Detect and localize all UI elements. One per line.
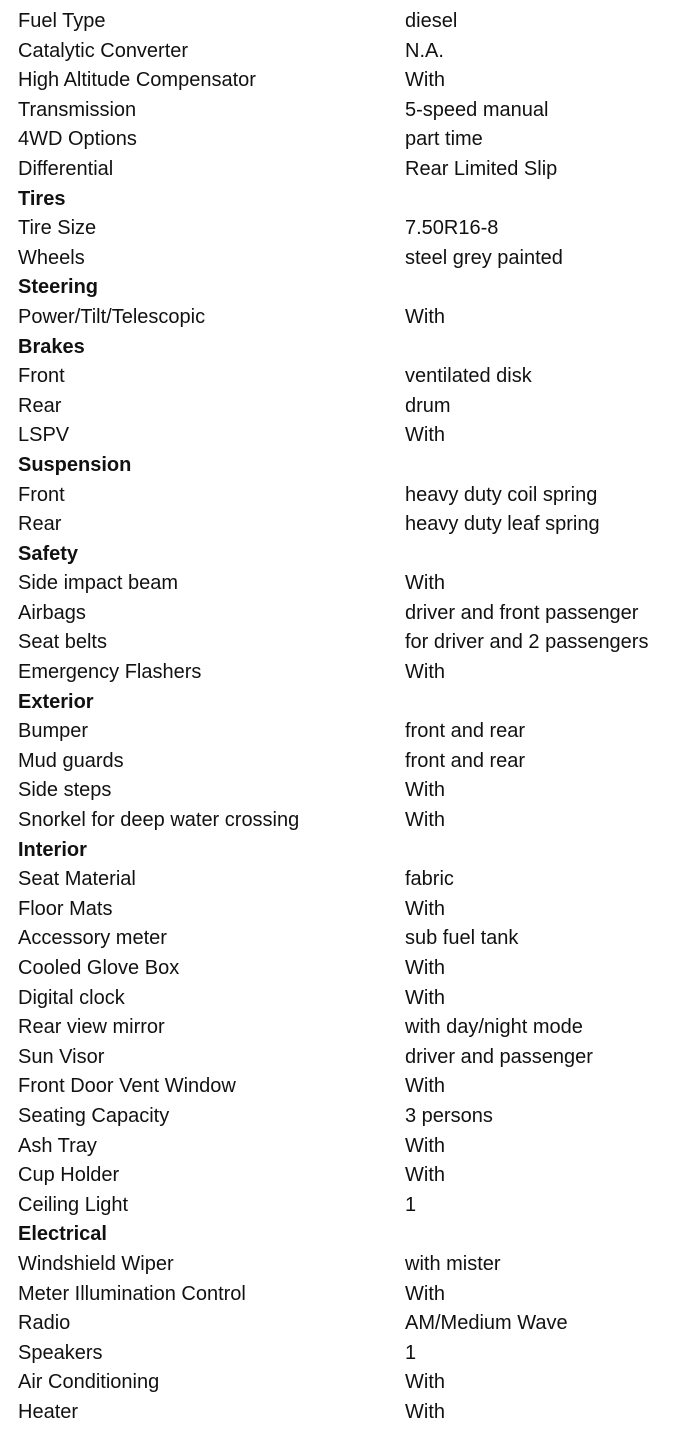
spec-value: diesel xyxy=(405,10,458,32)
spec-value: N.A. xyxy=(405,39,444,62)
spec-label: Cooled Glove Box xyxy=(18,957,180,979)
spec-row xyxy=(0,392,680,422)
spec-label: Fuel Type xyxy=(18,10,106,32)
spec-row xyxy=(0,244,680,274)
section-heading xyxy=(0,333,680,363)
spec-value: front and rear xyxy=(405,749,526,772)
section-title: Steering xyxy=(18,276,99,299)
spec-row xyxy=(0,1339,680,1369)
spec-row xyxy=(0,96,680,126)
spec-value: front and rear xyxy=(405,720,526,743)
spec-value: With xyxy=(405,69,445,92)
spec-label: Sun Visor xyxy=(18,1045,105,1068)
spec-row xyxy=(0,865,680,895)
spec-row xyxy=(0,7,680,37)
spec-row xyxy=(0,599,680,629)
spec-value: fabric xyxy=(405,868,454,891)
spec-label: Wheels xyxy=(18,246,85,269)
spec-value: driver and passenger xyxy=(405,1045,593,1068)
spec-label: Power/Tilt/Telescopic xyxy=(18,305,206,328)
spec-value: With xyxy=(405,1282,445,1305)
spec-label: Rear xyxy=(18,513,62,536)
spec-label: Seat belts xyxy=(18,631,107,654)
spec-row xyxy=(0,125,680,155)
spec-label: Cup Holder xyxy=(18,1164,120,1187)
spec-row xyxy=(0,569,680,599)
spec-row xyxy=(0,747,680,777)
spec-value: drum xyxy=(405,394,451,417)
spec-row xyxy=(0,362,680,392)
section-title: Brakes xyxy=(18,335,85,358)
spec-label: Radio xyxy=(18,1312,71,1335)
spec-row xyxy=(0,510,680,540)
spec-label: Digital clock xyxy=(18,986,125,1009)
spec-row xyxy=(0,1132,680,1162)
spec-row xyxy=(0,984,680,1014)
spec-value: 1 xyxy=(405,1341,417,1364)
spec-label: Emergency Flashers xyxy=(18,661,202,684)
spec-value: Rear Limited Slip xyxy=(405,157,558,180)
spec-label: Airbags xyxy=(18,601,86,624)
spec-label: Accessory meter xyxy=(18,927,167,950)
spec-label: Bumper xyxy=(18,720,89,743)
spec-label: Front xyxy=(18,483,65,506)
spec-row xyxy=(0,1309,680,1339)
spec-label: Air Conditioning xyxy=(18,1371,160,1394)
spec-label: Seating Capacity xyxy=(18,1104,170,1127)
section-heading xyxy=(0,688,680,718)
spec-label: Differential xyxy=(18,157,114,180)
spec-label: Catalytic Converter xyxy=(18,39,189,62)
spec-value: 3 persons xyxy=(405,1104,493,1127)
section-heading xyxy=(0,836,680,866)
spec-value: heavy duty leaf spring xyxy=(405,513,600,536)
spec-row xyxy=(0,1398,680,1428)
spec-row xyxy=(0,1368,680,1398)
spec-row xyxy=(0,1191,680,1221)
spec-row xyxy=(0,66,680,96)
spec-value: With xyxy=(405,809,445,832)
spec-value: ventilated disk xyxy=(405,365,532,388)
spec-row xyxy=(0,776,680,806)
spec-value: for driver and 2 passengers xyxy=(405,631,649,654)
spec-value: With xyxy=(405,572,445,595)
spec-label: Floor Mats xyxy=(18,897,113,920)
spec-value: AM/Medium Wave xyxy=(405,1312,568,1335)
section-heading xyxy=(0,540,680,570)
spec-table xyxy=(0,7,680,1428)
spec-row xyxy=(0,1043,680,1073)
section-heading xyxy=(0,451,680,481)
spec-label: Front Door Vent Window xyxy=(18,1075,236,1098)
section-title: Safety xyxy=(18,542,79,565)
section-heading xyxy=(0,273,680,303)
spec-row xyxy=(0,1280,680,1310)
spec-label: High Altitude Compensator xyxy=(18,69,256,92)
spec-label: Ceiling Light xyxy=(18,1193,129,1216)
section-heading xyxy=(0,185,680,215)
spec-label: Mud guards xyxy=(18,749,124,772)
spec-value: heavy duty coil spring xyxy=(405,483,598,506)
section-title: Suspension xyxy=(18,453,132,476)
spec-value: With xyxy=(405,424,445,447)
spec-value: with mister xyxy=(405,1252,501,1275)
spec-label: Ash Tray xyxy=(18,1134,97,1157)
section-title: Exterior xyxy=(18,690,94,713)
spec-row xyxy=(0,37,680,67)
spec-label: Transmission xyxy=(18,98,137,121)
spec-row xyxy=(0,1013,680,1043)
spec-row xyxy=(0,1072,680,1102)
spec-value: With xyxy=(405,1075,445,1098)
spec-value: sub fuel tank xyxy=(405,927,519,950)
spec-label: Meter Illumination Control xyxy=(18,1282,246,1305)
spec-label: Seat Material xyxy=(18,868,136,891)
section-title: Tires xyxy=(18,187,66,210)
spec-value: 1 xyxy=(405,1193,417,1216)
spec-label: Side impact beam xyxy=(18,572,179,595)
spec-row xyxy=(0,481,680,511)
spec-value: With xyxy=(405,957,445,979)
spec-value: With xyxy=(405,305,445,328)
spec-row xyxy=(0,895,680,925)
spec-value: 7.50R16-8 xyxy=(405,217,499,240)
section-title: Interior xyxy=(18,838,87,861)
spec-value: With xyxy=(405,1371,445,1394)
spec-value: With xyxy=(405,1400,445,1423)
spec-row xyxy=(0,1250,680,1280)
spec-value: With xyxy=(405,1134,445,1157)
spec-label: Snorkel for deep water crossing xyxy=(18,809,300,832)
spec-value: part time xyxy=(405,128,483,151)
spec-row xyxy=(0,628,680,658)
spec-row xyxy=(0,954,680,984)
spec-row xyxy=(0,924,680,954)
spec-label: Tire Size xyxy=(18,217,97,240)
spec-value: With xyxy=(405,661,445,684)
spec-value: driver and front passenger xyxy=(405,601,639,624)
spec-value: 5-speed manual xyxy=(405,98,549,121)
spec-label: Rear view mirror xyxy=(18,1016,165,1039)
section-title: Electrical xyxy=(18,1223,107,1246)
spec-row xyxy=(0,421,680,451)
spec-row xyxy=(0,717,680,747)
section-heading xyxy=(0,1220,680,1250)
spec-value: With xyxy=(405,1164,445,1187)
spec-row xyxy=(0,214,680,244)
spec-label: Front xyxy=(18,365,65,388)
spec-row xyxy=(0,1102,680,1132)
spec-row xyxy=(0,806,680,836)
spec-value: with day/night mode xyxy=(405,1016,583,1039)
spec-label: Heater xyxy=(18,1400,79,1423)
spec-label: Speakers xyxy=(18,1341,103,1364)
spec-row xyxy=(0,1161,680,1191)
spec-label: Side steps xyxy=(18,779,112,802)
spec-value: steel grey painted xyxy=(405,246,563,269)
spec-row xyxy=(0,658,680,688)
spec-row xyxy=(0,155,680,185)
spec-label: LSPV xyxy=(18,424,70,447)
spec-row xyxy=(0,303,680,333)
spec-value: With xyxy=(405,986,445,1009)
spec-label: 4WD Options xyxy=(18,128,137,151)
spec-label: Rear xyxy=(18,394,62,417)
spec-label: Windshield Wiper xyxy=(18,1252,174,1275)
spec-value: With xyxy=(405,897,445,920)
spec-value: With xyxy=(405,779,445,802)
